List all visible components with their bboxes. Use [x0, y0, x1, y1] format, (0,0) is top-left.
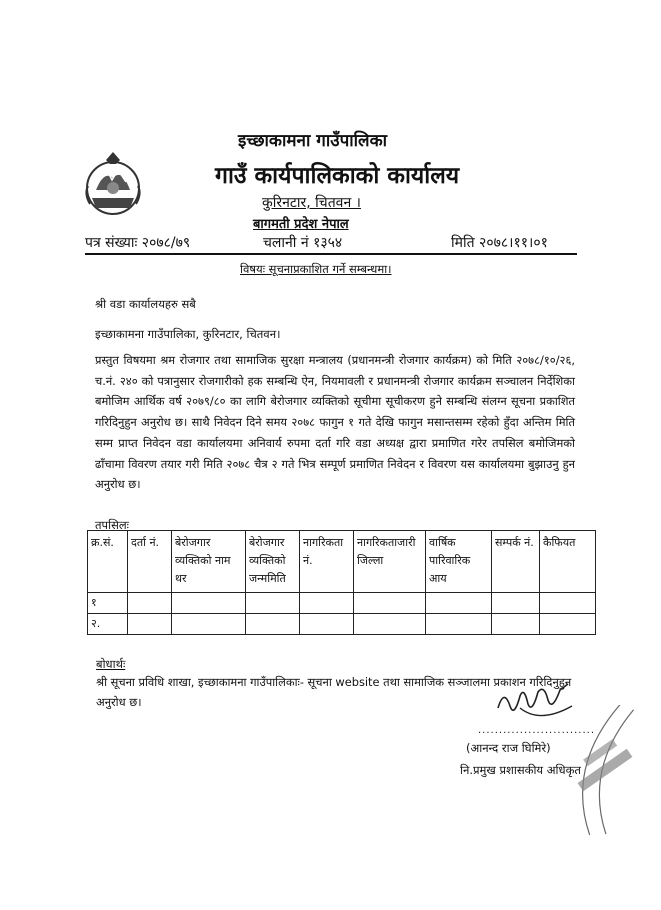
cc-text: श्री सूचना प्रविधि शाखा, इच्छाकामना गाउँपालिकाः- सूचना website तथा सामाजिक सञ्जालमा प्रकाशन गरिदिनुहुन अनुरोध छ। [96, 675, 572, 709]
reference-row [85, 233, 577, 255]
table-cell [300, 593, 354, 614]
table-cell [128, 593, 172, 614]
subject-line: विषयः सूचनाप्रकाशित गर्ने सम्बन्धमा। [240, 262, 392, 276]
org-name: इच्छाकामना गाउँपालिका [238, 131, 388, 151]
province-name: बागमती प्रदेश नेपाल [253, 217, 349, 232]
cc-label: बोधार्थः [96, 657, 126, 671]
table-cell [492, 593, 540, 614]
header-cell: कैफियत [540, 531, 596, 593]
government-emblem-icon [82, 150, 144, 218]
header-cell: वार्षिक पारिवारिक आय [426, 531, 492, 593]
header-cell: नागरिकताजारी जिल्ला [354, 531, 426, 593]
table-cell [354, 593, 426, 614]
details-label: तपसिलः [95, 518, 129, 532]
letter-date: मिति २०७८।११।०१ [451, 235, 548, 251]
official-stamp [545, 705, 661, 835]
table-cell [246, 593, 300, 614]
table-cell [426, 593, 492, 614]
header-cell: सम्पर्क नं. [492, 531, 540, 593]
header-cell: बेरोजगार व्यक्तिको जन्ममिति [246, 531, 300, 593]
signatory-name: (आनन्द राज घिमिरे) [466, 741, 551, 755]
table-cell [246, 614, 300, 635]
details-table [87, 530, 596, 635]
table-header-row [88, 531, 596, 593]
office-address: कुरिनटार, चितवन । [262, 195, 361, 211]
header-cell: नागरिकता नं. [300, 531, 354, 593]
header-cell: क्र.सं. [88, 531, 128, 593]
dispatch-number: चलानी नं १३५४ [263, 235, 343, 251]
table-cell [540, 614, 596, 635]
office-name: गाउँ कार्यपालिकाको कार्यालय [215, 163, 460, 189]
signatory-title: नि.प्रमुख प्रशासकीय अधिकृत [460, 763, 581, 777]
table-cell [300, 614, 354, 635]
letter-number: पत्र संख्याः २०७८/७९ [85, 235, 191, 251]
table-cell [540, 593, 596, 614]
table-row [88, 614, 596, 635]
header-cell: बेरोजगार व्यक्तिको नाम थर [172, 531, 246, 593]
table-row [88, 593, 596, 614]
addressee-location: इच्छाकामना गाउँपालिका, कुरिनटार, चितवन। [95, 327, 281, 341]
header-cell: दर्ता नं. [128, 531, 172, 593]
signature-line: ............................ [478, 725, 596, 736]
table-cell [354, 614, 426, 635]
body-paragraph: प्रस्तुत विषयमा श्रम रोजगार तथा सामाजिक सुरक्षा मन्त्रालय (प्रधानमन्त्री रोजगार कार्यक्रम) को मिति २०७८/१०/२६, च.नं. २४० को पत्रानुसार रोजगारीको हक सम्बन्धि ऐन, नियमावली र प्रधानमन्त्री रोजगार कार्यक्रम सञ्चालन निर्देशिका बमोजिम आर्थिक वर्ष २०७९/८० का लागि बेरोजगार व्यक्तिको सूचीमा सूचीकरण हुने सम्बन्धि संलग्न सूचना प्रकाशित गरिदिनुहुन अनुरोध छ। साथै निवेदन दिने समय २०७८ फागुन १ गते देखि फागुन मसान्तसम्म रहेको हुँदा अन्तिम मिति सम्म प्राप्त निवेदन वडा कार्यालयमा अनिवार्य रुपमा दर्ता गरि वडा अध्यक्ष द्वारा प्रमाणित गरेर तपसिल बमोजिमको ढाँचामा विवरण तयार गरी मिति २०७८ चैत्र २ गते भित्र सम्पूर्ण प्रमाणित निवेदन र विवरण यस कार्यालयमा बुझाउनु हुन अनुरोध छ। [95, 353, 575, 492]
table-cell [492, 614, 540, 635]
table-cell [426, 614, 492, 635]
table-cell: १ [88, 593, 128, 614]
table-cell [172, 614, 246, 635]
table-cell [128, 614, 172, 635]
table-cell [172, 593, 246, 614]
addressee-line: श्री वडा कार्यालयहरु सबै [95, 297, 196, 311]
table-cell: २. [88, 614, 128, 635]
